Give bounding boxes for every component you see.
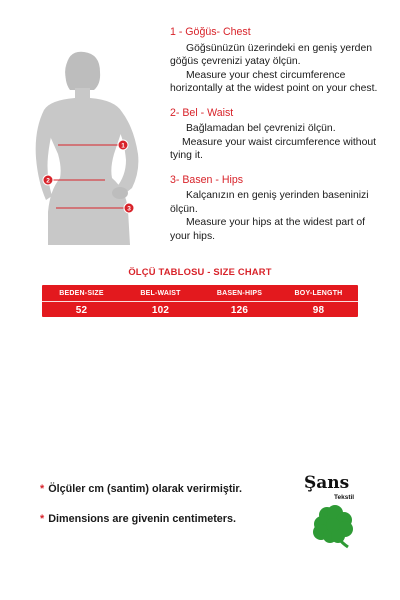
instruction-hips <box>170 174 392 244</box>
instruction-line: Measure your waist circumference without <box>182 136 377 148</box>
note-text: Dimensions are givenin centimeters. <box>48 513 237 525</box>
instruction-title: 2- Bel - Waist <box>170 106 234 119</box>
measurement-instructions <box>170 26 392 254</box>
size-chart-table <box>42 285 358 317</box>
instruction-line: ölçün. <box>170 203 198 215</box>
brand-subtitle: Tekstil <box>334 494 355 501</box>
instruction-waist <box>170 107 392 163</box>
four-leaf-clover-icon <box>308 503 360 549</box>
brand-name: Şans <box>304 473 350 493</box>
value-cell-hips: 126 <box>230 304 249 316</box>
body-silhouette <box>30 50 145 245</box>
svg-text:1: 1 <box>121 142 125 150</box>
instruction-line: horizontally at the widest point on your chest. <box>170 83 378 94</box>
brand-logo <box>300 470 370 550</box>
instruction-line: your hips. <box>170 230 216 242</box>
note-bullet: * <box>40 513 45 525</box>
value-cell-length: 98 <box>312 304 325 316</box>
svg-text:2: 2 <box>46 177 50 185</box>
value-cell-waist: 102 <box>151 304 170 316</box>
instruction-line: Göğsünüzün üzerindeki en geniş yerden <box>186 42 373 54</box>
value-cell-size: 52 <box>75 304 88 316</box>
instruction-line: göğüs çevrenizi yatay ölçün. <box>170 56 301 67</box>
instruction-title: 1 - Göğüs- Chest <box>170 26 251 38</box>
note-bullet: * <box>40 483 45 495</box>
size-chart-value-row <box>42 301 358 318</box>
instruction-line: Measure your chest circumference <box>186 69 346 81</box>
size-chart-header-row <box>42 285 358 301</box>
header-cell-size: BEDEN-SIZE <box>59 289 104 297</box>
silhouette-torso <box>44 98 130 245</box>
marker-1 <box>118 140 128 150</box>
notes-section <box>40 483 242 543</box>
marker-2 <box>43 175 53 185</box>
size-chart-title: ÖLÇÜ TABLOSU - SIZE CHART <box>128 266 272 277</box>
note-text: Ölçüler cm (santim) olarak verirmiştir. <box>48 483 243 495</box>
instruction-chest <box>170 26 392 96</box>
header-cell-waist: BEL-WAIST <box>140 289 181 297</box>
marker-3 <box>124 203 134 213</box>
instruction-line: Measure your hips at the widest part of <box>186 217 366 228</box>
instruction-title: 3- Basen - Hips <box>170 173 244 186</box>
svg-text:3: 3 <box>127 205 131 213</box>
instruction-line: tying it. <box>170 150 203 161</box>
note-turkish <box>40 483 242 495</box>
body-measurement-figure <box>30 50 145 245</box>
header-cell-length: BOY-LENGTH <box>294 289 343 297</box>
instruction-line: Kalçanızın en geniş yerinden baseninizi <box>186 190 369 201</box>
header-cell-hips: BASEN-HIPS <box>216 289 263 297</box>
instruction-line: Bağlamadan bel çevrenizi ölçün. <box>186 123 336 134</box>
note-english <box>40 513 242 525</box>
